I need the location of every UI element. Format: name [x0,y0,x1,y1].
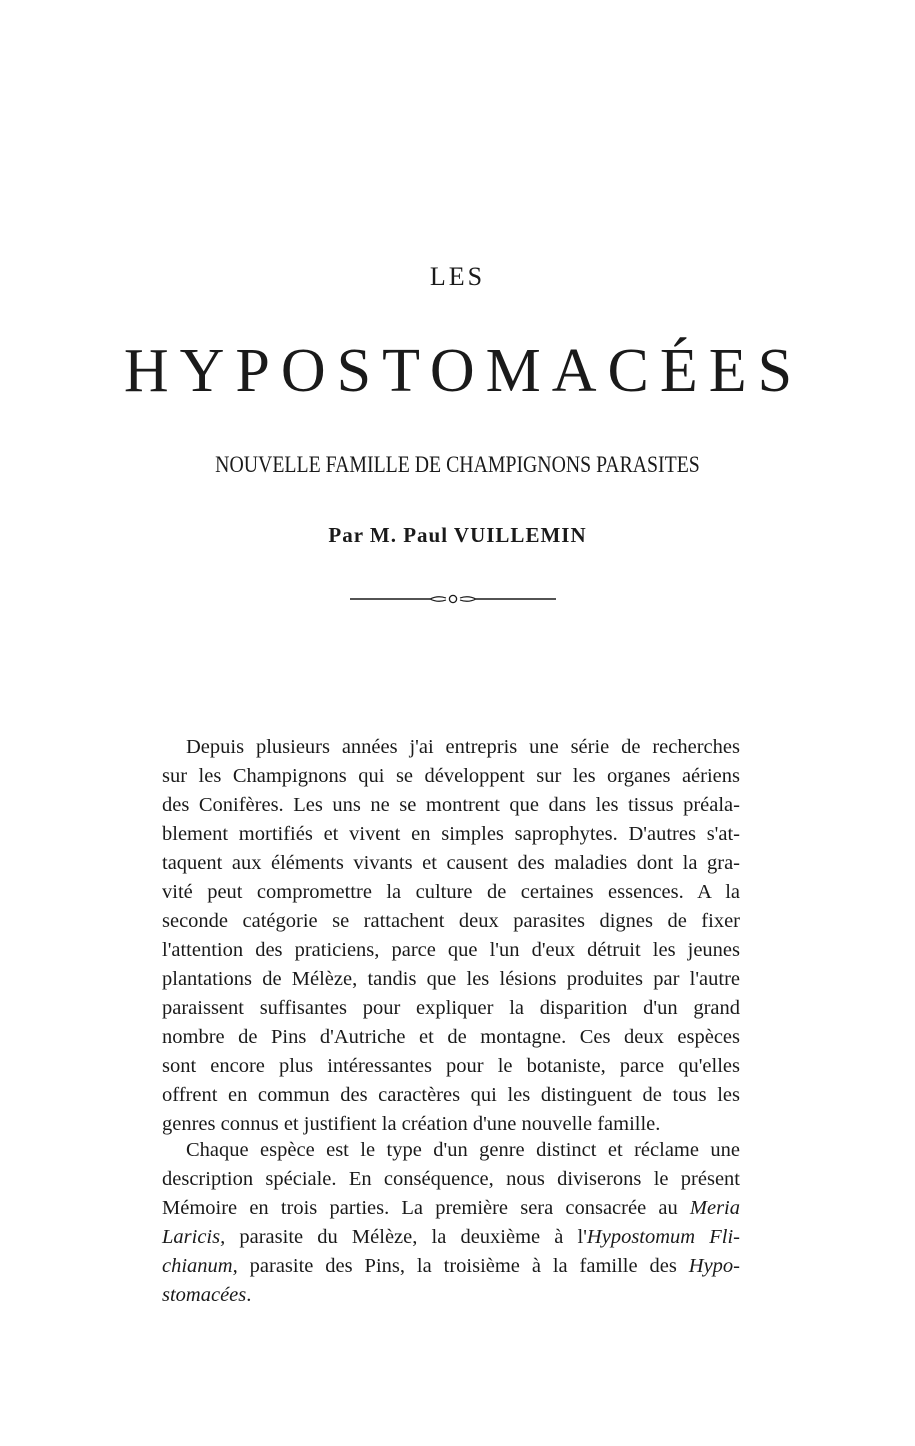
text-segment: Mémoire en trois parties. La première sera consacrée au [162,1197,690,1219]
text-line [162,1281,740,1310]
text-line: blement mortifiés et vivent en simples saprophytes. D'autres s'at- [162,823,740,845]
page-title: HYPOSTOMACÉES [123,337,804,405]
taxon-name: chianum, [162,1255,238,1277]
ornament-divider [350,592,556,606]
text-line: des Conifères. Les uns ne se montrent que dans les tissus préala- [162,794,740,816]
text-line: Depuis plusieurs années j'ai entrepris une série de recherches [186,736,740,758]
taxon-name: Hypostomum Fli- [586,1226,740,1248]
text-line: plantations de Mélèze, tandis que les lésions produites par l'autre [162,968,740,990]
text-line [162,1194,740,1223]
text-segment: parasite du Mélèze, la deuxième à l' [225,1226,587,1248]
title-kicker: LES [429,262,486,291]
text-segment: parasite des Pins, la troisième à la famille des [237,1255,689,1277]
text-line: seconde catégorie se rattachent deux parasites dignes de fixer [162,910,740,932]
text-line: paraissent suffisantes pour expliquer la disparition d'un grand [162,997,740,1019]
taxon-name: Hypo- [688,1255,740,1277]
paragraph-plan [162,1136,740,1310]
text-line: genres connus et justifient la création d'une nouvelle famille. [162,1113,661,1135]
text-line: Chaque espèce est le type d'un genre distinct et réclame une [186,1139,740,1161]
text-line: description spéciale. En conséquence, nous diviserons le présent [162,1168,740,1190]
text-segment: . [246,1284,252,1306]
text-line: sont encore plus intéressantes pour le botaniste, parce qu'elles [162,1055,740,1077]
text-line: vité peut compromettre la culture de certaines essences. A la [162,881,740,903]
text-line [162,1252,740,1281]
text-line: sur les Champignons qui se développent sur les organes aériens [162,765,740,787]
paragraph-introduction [162,733,740,1139]
text-line: taquent aux éléments vivants et causent des maladies dont la gra- [162,852,740,874]
taxon-name: Meria [689,1197,740,1219]
taxon-name: Laricis, [162,1226,226,1248]
text-line [162,1223,740,1252]
text-line: nombre de Pins d'Autriche et de montagne. Ces deux espèces [162,1026,740,1048]
taxon-name: stomacées [162,1284,247,1306]
page-subtitle: NOUVELLE FAMILLE DE CHAMPIGNONS PARASITES [215,452,700,477]
text-line: l'attention des praticiens, parce que l'un d'eux détruit les jeunes [162,939,740,961]
text-line: offrent en commun des caractères qui les distinguent de tous les [162,1084,740,1106]
author-byline: Par M. Paul VUILLEMIN [328,523,587,547]
